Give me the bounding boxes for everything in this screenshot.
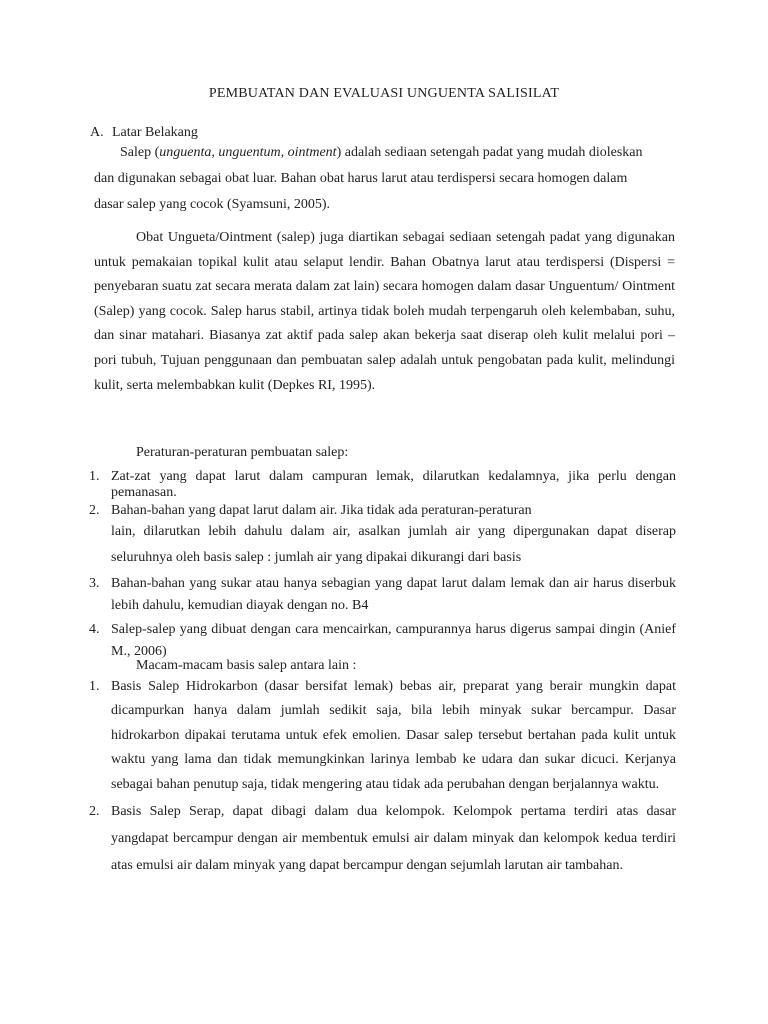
list-number: 2. <box>89 804 100 820</box>
list-text: Zat-zat yang dapat larut dalam campuran lemak, dilarutkan kedalamnya, jika perlu dengan pemanasan. <box>111 469 676 500</box>
list-number: 1. <box>89 469 100 484</box>
list-item <box>89 573 676 617</box>
document-title: PEMBUATAN DAN EVALUASI UNGUENTA SALISILAT <box>208 86 560 101</box>
section-letter: A. <box>90 125 104 140</box>
list-text: Salep-salep yang dibuat dengan cara mencairkan, campurannya harus digerus sampai dingin (Anief M., 2006) <box>111 622 676 659</box>
list-text-continuation: lain, dilarutkan lebih dahulu dalam air, asalkan jumlah air yang dipergunakan dapat diserap seluruhnya oleh basis salep : jumlah air yang dipakai dikurangi dari basis <box>111 524 676 565</box>
list-text: Basis Salep Hidrokarbon (dasar bersifat lemak) bebas air, preparat yang berair mungkin dapat dicampurkan hanya dalam jumlah sedikit saja, bila lebih minyak sukar bercampur. Dasar hidrokarbon dipakai terutama untuk efek emolien. Dasar salep tersebut bertahan pada kulit untuk waktu yang lama dan tidak memungkinkan larinya lembab ke udara dan sukar dicuci. Kerjanya sebagai bahan penutup saja, tidak mengering atau tidak ada perubahan dengan berjalannya waktu. <box>111 679 676 792</box>
rules-list <box>89 469 676 663</box>
list-number: 2. <box>89 503 100 518</box>
paragraph-ointment <box>94 226 675 398</box>
bases-list <box>89 675 676 879</box>
list-text: Bahan-bahan yang sukar atau hanya sebagian yang dapat larut dalam lemak dan air harus diserbuk lebih dahulu, kemudian diayak dengan no. B4 <box>111 576 676 613</box>
list-number: 4. <box>89 622 100 637</box>
list-item <box>89 503 676 571</box>
list-number: 1. <box>89 679 100 694</box>
paragraph-intro-rest: ) adalah sediaan setengah padat yang mudah dioleskan dan digunakan sebagai obat luar. Bahan obat harus larut atau terdispersi secara homogen dalam dasar salep yang cocok (Syamsuni, 2005). <box>94 145 643 212</box>
paragraph-intro-start: Salep ( <box>120 145 160 160</box>
section-label: Latar Belakang <box>112 125 198 140</box>
bases-intro: Macam-macam basis salep antara lain : <box>136 658 357 673</box>
paragraph-intro-italic: unguenta, unguentum, ointment <box>159 145 337 160</box>
paragraph-ointment-text: Obat Ungueta/Ointment (salep) juga diartikan sebagai sediaan setengah padat yang digunakan untuk pemakaian topikal kulit atau selaput lendir. Bahan Obatnya larut atau terdispersi (Dispersi = penyebaran suatu zat secara merata dalam zat lain) secara homogen dalam dasar Unguentum/ Ointment (Salep) yang cocok. Salep harus stabil, artinya tidak boleh mudah terpengaruh oleh kelembaban, suhu, dan sinar matahari. Biasanya zat aktif pada salep akan bekerja saat diserap oleh kulit melalui pori – pori tubuh, Tujuan penggunaan dan pembuatan salep adalah untuk pengobatan pada kulit, melindungi kulit, serta melembabkan kulit (Depkes RI, 1995). <box>94 230 675 393</box>
rules-intro: Peraturan-peraturan pembuatan salep: <box>136 445 349 460</box>
list-text: Basis Salep Serap, dapat dibagi dalam dua kelompok. Kelompok pertama terdiri atas dasar yangdapat bercampur dengan air membentuk emulsi air dalam minyak dan kelompok kedua terdiri atas emulsi air dalam minyak yang dapat bercampur dengan sejumlah larutan air tambahan. <box>111 804 676 874</box>
list-item <box>89 798 676 879</box>
list-item <box>89 675 676 797</box>
list-number: 3. <box>89 576 100 591</box>
list-item <box>89 469 676 501</box>
paragraph-intro <box>94 140 654 218</box>
list-text: Bahan-bahan yang dapat larut dalam air. Jika tidak ada peraturan-peraturan <box>111 503 532 518</box>
section-heading <box>90 125 198 141</box>
